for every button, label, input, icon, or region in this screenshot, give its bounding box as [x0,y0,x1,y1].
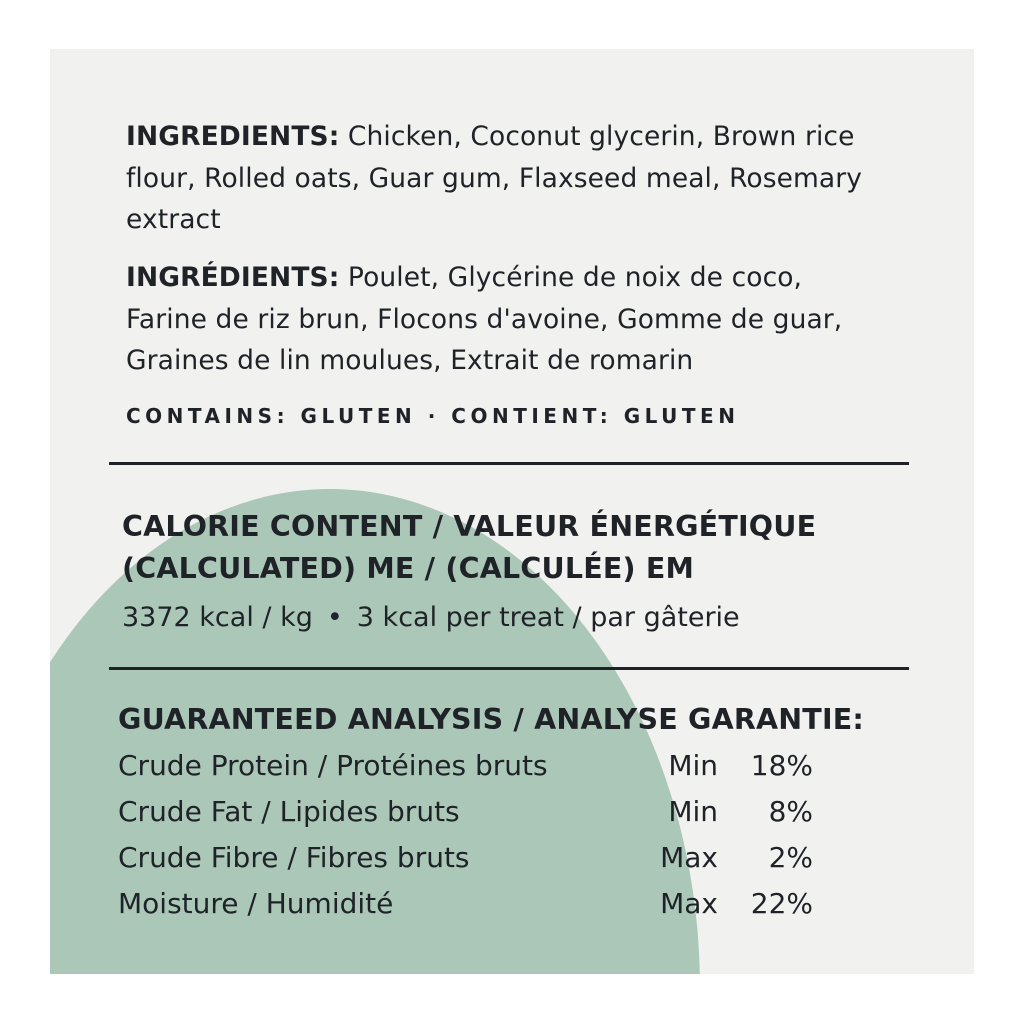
analysis-nutrient: Crude Fat / Lipides bruts [118,795,460,828]
calorie-heading-line1: CALORIE CONTENT / VALEUR ÉNERGÉTIQUE [122,510,817,543]
divider-top [109,462,909,465]
analysis-qualifier: Min [668,749,718,782]
analysis-row [118,835,858,881]
analysis-value: 2% [768,841,813,874]
analysis-nutrient: Crude Fibre / Fibres bruts [118,841,470,874]
analysis-qualifier: Max [660,887,718,920]
analysis-nutrient: Moisture / Humidité [118,887,394,920]
analysis-heading: GUARANTEED ANALYSIS / ANALYSE GARANTIE: [118,703,865,736]
calorie-per-kg: 3372 kcal / kg [122,602,313,633]
allergen-statement: CONTAINS: GLUTEN · CONTIENT: GLUTEN [126,404,740,428]
analysis-row [118,881,858,927]
analysis-nutrient: Crude Protein / Protéines bruts [118,749,548,782]
divider-bottom [109,667,909,670]
analysis-value: 18% [750,749,813,782]
bullet-separator: • [326,602,343,633]
ingredients-french [126,257,886,382]
calorie-heading-line2: (CALCULATED) ME / (CALCULÉE) EM [122,552,695,585]
analysis-row [118,789,858,835]
analysis-qualifier: Min [668,795,718,828]
ingredients-english [126,116,886,241]
analysis-value: 8% [768,795,813,828]
calorie-values [122,599,740,637]
analysis-row [118,743,858,789]
analysis-value: 22% [750,887,813,920]
analysis-qualifier: Max [660,841,718,874]
ingredients-french-text: Poulet, Glycérine de noix de coco, Farine de riz brun, Flocons d'avoine, Gomme de guar, Graines de lin moulues, Extrait de romarin [126,262,843,376]
calorie-per-treat: 3 kcal per treat / par gâterie [356,602,740,633]
ingredients-english-text: Chicken, Coconut glycerin, Brown rice flour, Rolled oats, Guar gum, Flaxseed meal, Rosemary extract [126,121,863,235]
ingredients-french-label: INGRÉDIENTS: [126,262,340,293]
ingredients-english-label: INGREDIENTS: [126,121,340,152]
label-panel [50,49,974,974]
